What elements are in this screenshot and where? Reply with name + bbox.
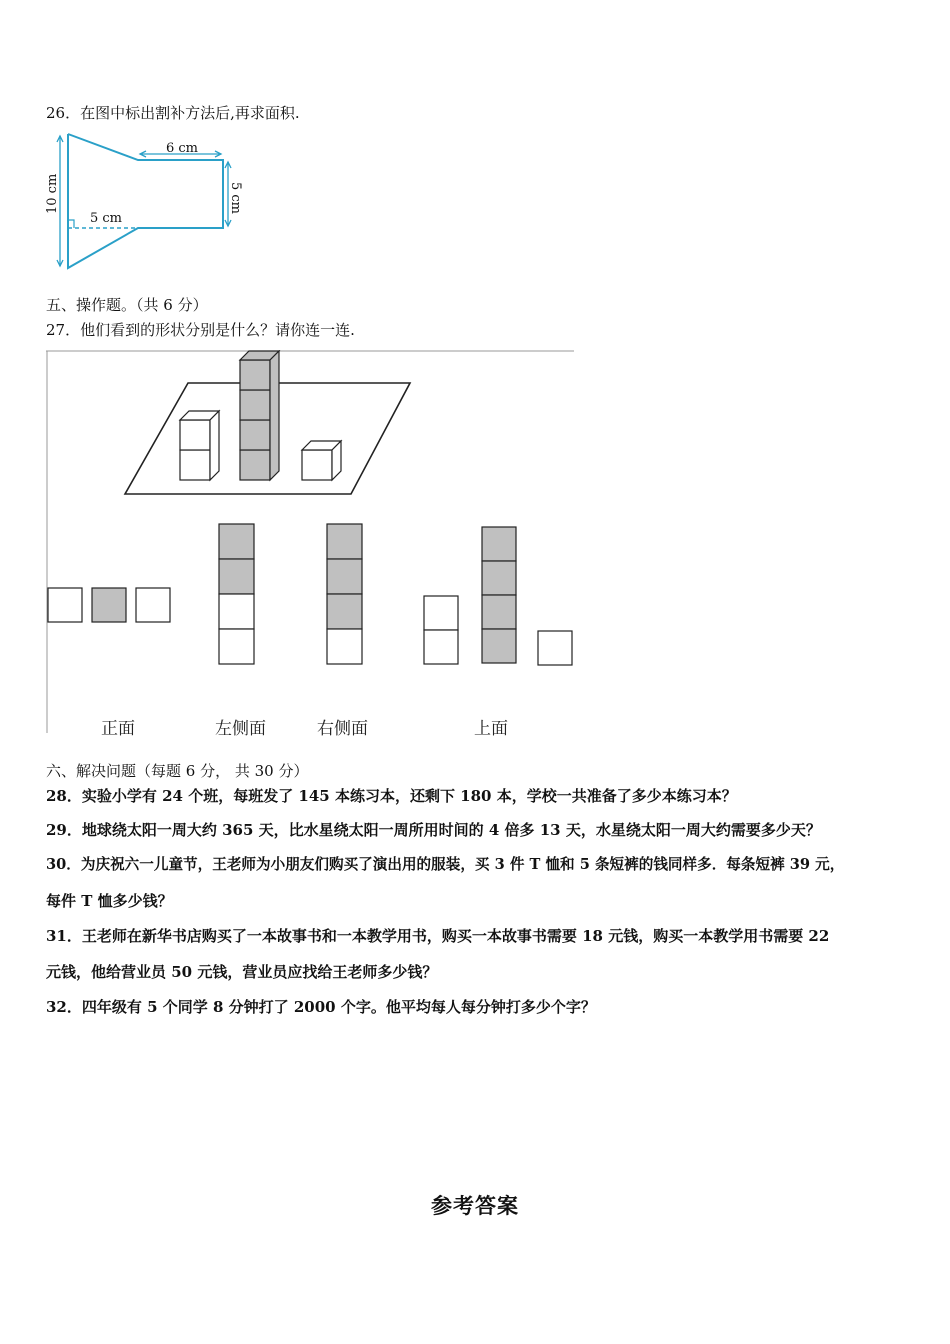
q30-line2: 每件 T 恤多少钱？	[46, 892, 173, 910]
q26-figure	[40, 126, 260, 276]
q26-text: 26．在图中标出割补方法后,再求面积.	[46, 104, 300, 122]
q27-stack-middle	[240, 351, 279, 480]
answers-title: 参考答案	[431, 1193, 519, 1218]
q31-line1: 31．王老师在新华书店购买了一本故事书和一本教学用书，购买一本故事书需要 18 元钱，购买一本教学用书需要 22	[46, 927, 830, 945]
q27-label-left: 左侧面	[215, 719, 266, 739]
q27-view-left	[219, 524, 254, 664]
q30-line1: 30．为庆祝六一儿童节，王老师为小朋友们购买了演出用的服装，买 3 件 T 恤和 5 条短裤的钱同样多．每条短裤 39 元，	[46, 856, 845, 873]
q32-text: 32．四年级有 5 个同学 8 分钟打了 2000 个字。他平均每人每分钟打多少个字？	[46, 998, 596, 1016]
q31-line2: 元钱，他给营业员 50 元钱，营业员应找给王老师多少钱？	[46, 963, 438, 981]
q26-label-right: 5 cm	[228, 182, 243, 215]
q26-label-bottom: 5 cm	[90, 211, 123, 226]
q27-view-front	[48, 588, 170, 622]
q29-text: 29．地球绕太阳一周大约 365 天，比水星绕太阳一周所用时间的 4 倍多 13 天，水星绕太阳一周大约需要多少天？	[46, 821, 821, 839]
q27-label-right: 右侧面	[317, 719, 368, 739]
q27-text: 27．他们看到的形状分别是什么？请你连一连.	[46, 321, 355, 339]
q27-view-top	[424, 527, 572, 665]
q27-figure	[46, 350, 576, 735]
q27-stack-right	[302, 441, 341, 480]
q27-label-top: 上面	[474, 719, 508, 739]
section5-heading: 五、操作题。（共 6 分）	[46, 296, 208, 314]
q26-label-top: 6 cm	[166, 141, 199, 156]
q27-stack-left	[180, 411, 219, 480]
q27-label-front: 正面	[101, 719, 135, 739]
q26-label-left: 10 cm	[45, 173, 60, 214]
q28-text: 28．实验小学有 24 个班，每班发了 145 本练习本，还剩下 180 本，学校一共准备了多少本练习本？	[46, 787, 737, 805]
section6-heading: 六、解决问题（每题 6 分， 共 30 分）	[46, 762, 309, 780]
q27-view-right	[327, 524, 362, 664]
